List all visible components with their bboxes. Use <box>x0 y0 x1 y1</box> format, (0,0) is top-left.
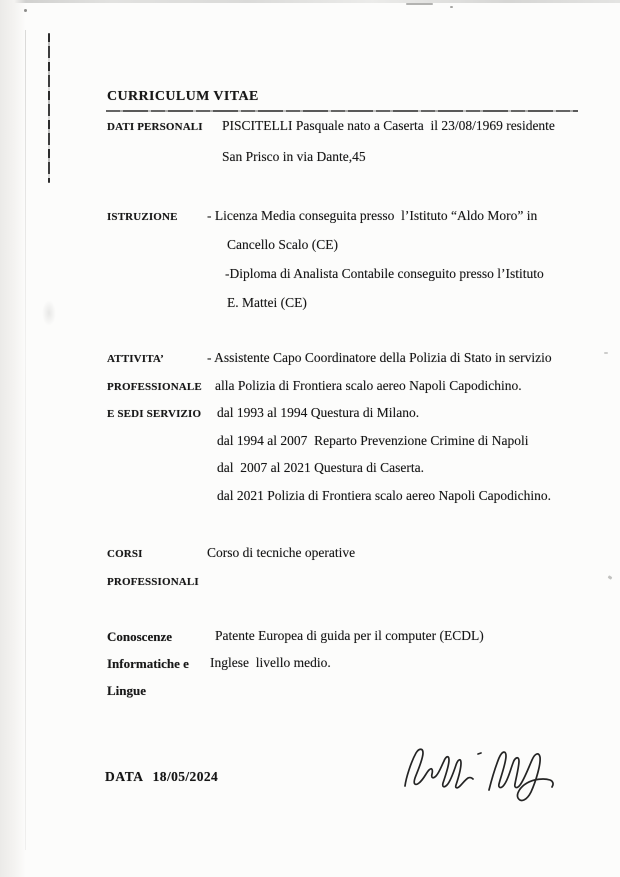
signature-dot <box>478 753 481 754</box>
section-label: CORSI <box>107 548 143 560</box>
content-line: - Assistente Capo Coordinatore della Polizia di Stato in servizio <box>207 350 552 365</box>
label-spacer <box>107 148 207 150</box>
signature-stroke-1 <box>405 749 473 788</box>
scan-smudge <box>42 300 56 326</box>
section-label: PROFESSIONALE <box>107 380 202 393</box>
section-label: E SEDI SERVIZIO <box>107 408 202 421</box>
content-line: San Prisco in via Dante,45 <box>222 149 366 164</box>
document-row <box>107 294 612 323</box>
section-dati-personali <box>107 117 612 179</box>
document-row <box>107 265 612 294</box>
handwritten-signature <box>398 740 563 810</box>
scan-left-edge-shadow <box>0 0 26 877</box>
document-row <box>107 432 612 460</box>
section-label: Lingue <box>107 682 147 698</box>
label-spacer <box>107 487 207 489</box>
document-row <box>107 148 612 179</box>
label-spacer <box>107 432 207 434</box>
content-line: Patente Europea di guida per il computer (ECDL) <box>215 628 484 643</box>
label-spacer <box>107 265 207 267</box>
section-label: Informatiche e <box>107 655 189 671</box>
document-row <box>107 377 612 405</box>
content-line: dal 1994 al 2007 Reparto Prevenzione Crimine di Napoli <box>217 432 529 448</box>
label-spacer <box>107 459 207 461</box>
document-row <box>107 487 612 515</box>
label-spacer <box>107 236 207 238</box>
date-value: 18/05/2024 <box>152 769 219 784</box>
signature-stroke-2 <box>489 752 553 800</box>
section-istruzione <box>107 207 612 323</box>
title-underline <box>106 110 578 112</box>
scan-speck <box>450 6 453 8</box>
document-row <box>107 349 612 377</box>
scan-top-edge-artifact <box>0 0 620 3</box>
document-title: CURRICULUM VITAE <box>107 89 259 104</box>
content-line: Inglese livello medio. <box>210 655 331 670</box>
content-line: Cancello Scalo (CE) <box>227 237 338 252</box>
section-label: ATTIVITA’ <box>107 353 164 365</box>
label-spacer <box>107 294 207 296</box>
section-label: DATI PERSONALI <box>107 121 203 133</box>
document-row <box>107 404 612 432</box>
section-conoscenze-informatiche-lingue <box>107 627 612 708</box>
date-row <box>105 768 218 785</box>
content-line: dal 2007 al 2021 Questura di Caserta. <box>217 460 424 476</box>
document-row <box>107 654 612 681</box>
scan-speck <box>406 3 433 5</box>
section-label: ISTRUZIONE <box>107 211 178 223</box>
document-row <box>107 627 612 654</box>
content-line: dal 1993 al 1994 Questura di Milano. <box>217 405 420 421</box>
content-line: -Diploma di Analista Contabile conseguito presso l’Istituto <box>225 266 544 281</box>
document-row <box>107 459 612 487</box>
content-line: - Licenza Media conseguita presso l’Istituto “Aldo Moro” in <box>207 208 538 223</box>
section-attivita-professionale <box>107 349 612 515</box>
scan-left-edge-line <box>25 30 26 850</box>
date-label: DATA <box>105 769 144 784</box>
content-line: E. Mattei (CE) <box>227 295 307 310</box>
scan-vertical-line-artifact <box>48 33 50 183</box>
content-line: Corso di tecniche operative <box>207 545 356 560</box>
document-row <box>107 544 612 572</box>
section-corsi-professionali <box>107 544 612 600</box>
section-label: PROFESSIONALI <box>107 576 199 588</box>
content-line: dal 2021 Polizia di Frontiera scalo aereo Napoli Capodichino. <box>217 487 552 503</box>
section-label: Conoscenze <box>107 628 172 644</box>
content-line: PISCITELLI Pasquale nato a Caserta il 23/08/1969 residente <box>222 118 555 133</box>
document-row <box>107 681 612 708</box>
scan-speck <box>24 9 27 12</box>
content-line: alla Polizia di Frontiera scalo aereo Napoli Capodichino. <box>215 377 522 393</box>
document-row <box>107 236 612 265</box>
document-row <box>107 207 612 236</box>
document-row <box>107 117 612 148</box>
document-row <box>107 572 612 600</box>
